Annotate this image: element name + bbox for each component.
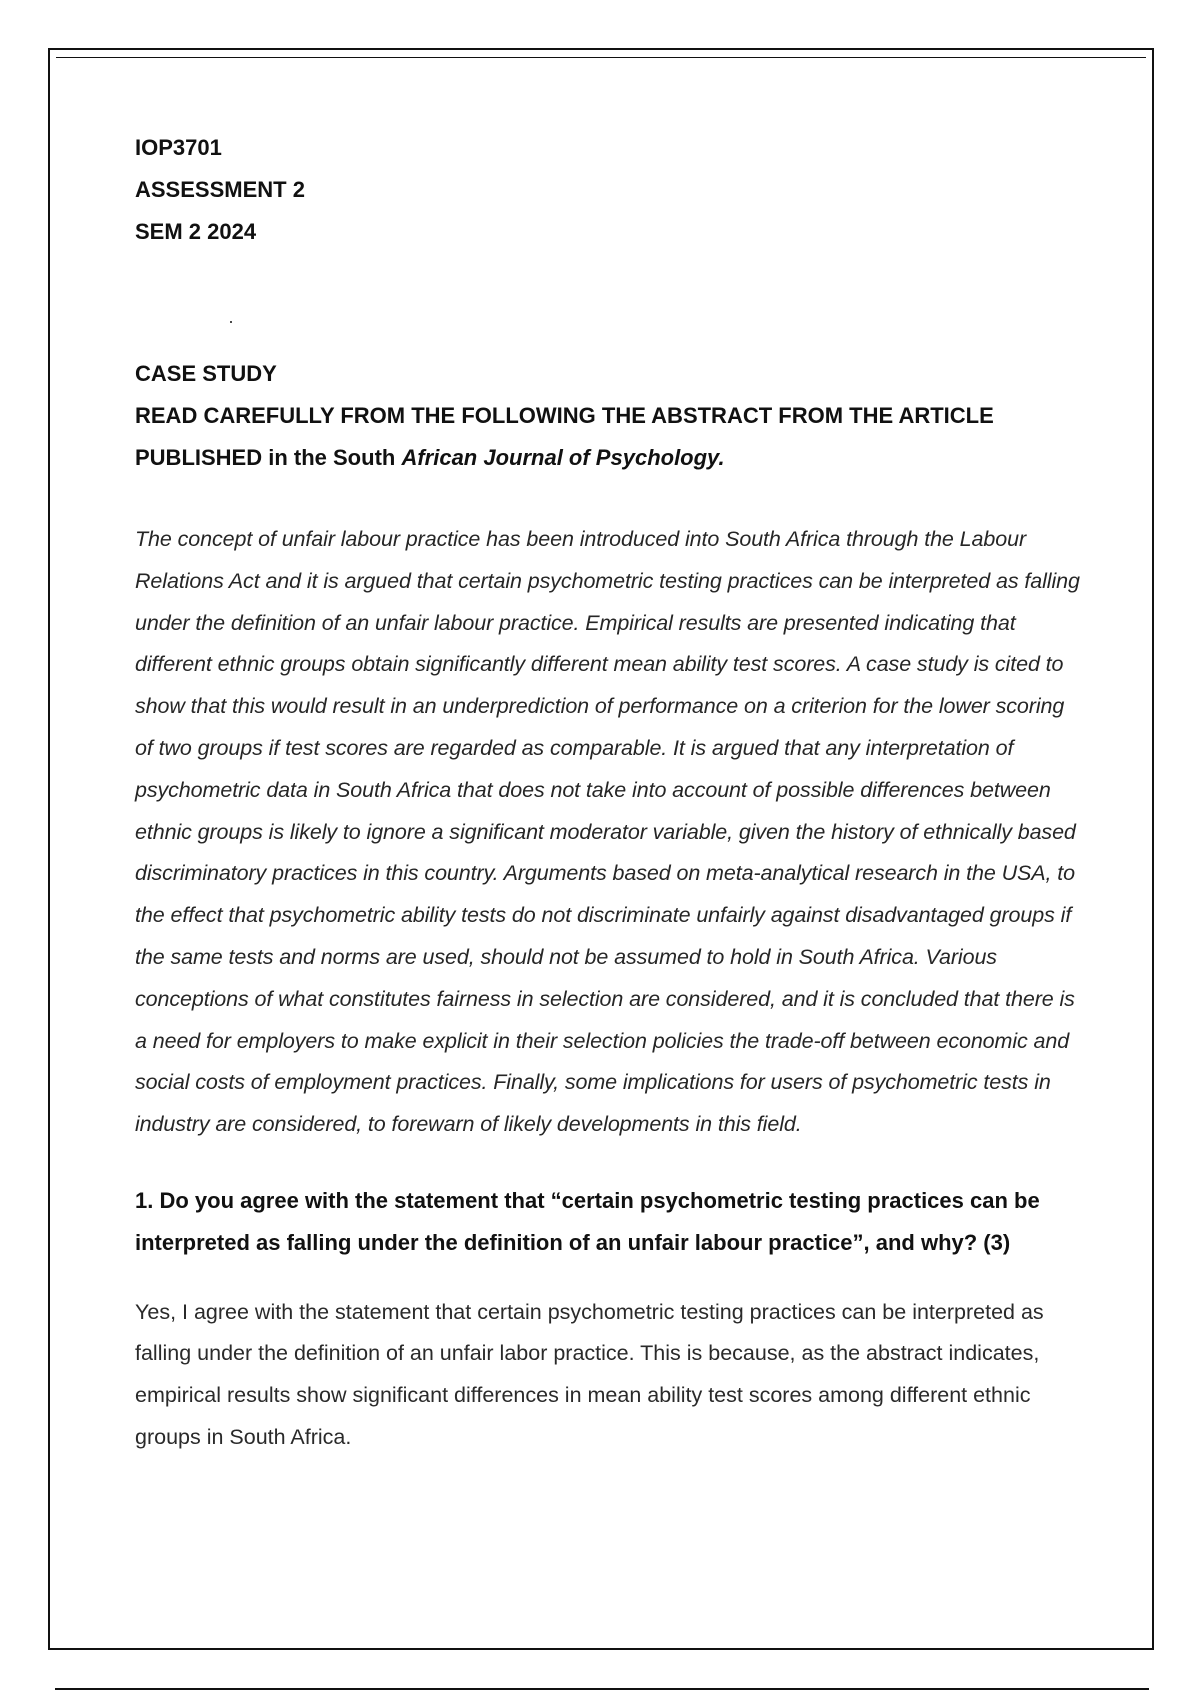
question-1: 1. Do you agree with the statement that “certain psychometric testing practices can be interpreted as falling under the definition of an unfair labour practice”, and why? (3) (135, 1187, 1040, 1255)
course-code: IOP3701 (135, 135, 222, 160)
page-bottom-rule (55, 1688, 1149, 1690)
semester-label: SEM 2 2024 (135, 219, 257, 244)
assessment-title: ASSESSMENT 2 (135, 177, 305, 202)
instruction-mid: in the South (262, 445, 402, 470)
document-body (135, 127, 1085, 1459)
abstract-text: The concept of unfair labour practice has been introduced into South Africa through the Labour Relations Act and it is argued that certain psychometric testing practices can be interpreted as falling under the definition of an unfair labour practice. Empirical results are presented indicating that different ethnic groups obtain significantly different mean ability test scores. A case study is cited to show that this would result in an underprediction of performance on a criterion for the lower scoring of two groups if test scores are regarded as comparable. It is argued that any interpretation of psychometric data in South Africa that does not take into account of possible differences between ethnic groups is likely to ignore a significant moderator variable, given the history of ethnically based discriminatory practices in this country. Arguments based on meta-analytical research in the USA, to the effect that psychometric ability tests do not discriminate unfairly against disadvantaged groups if the same tests and norms are used, should not be assumed to hold in South Africa. Various conceptions of what constitutes fairness in selection are considered, and it is concluded that there is a need for employers to make explicit in their selection policies the trade-off between economic and social costs of employment practices. Finally, some implications for users of psychometric tests in industry are considered, to forewarn of likely developments in this field. (135, 527, 1080, 1137)
journal-name: African Journal of Psychology. (401, 445, 725, 470)
instruction-prefix: READ CAREFULLY FROM THE FOLLOWING THE ABSTRACT FROM THE ARTICLE PUBLISHED (135, 403, 994, 470)
answer-1: Yes, I agree with the statement that certain psychometric testing practices can be interpreted as falling under the definition of an unfair labor practice. This is because, as the abstract indicates, empirical results show significant differences in mean ability test scores among different ethnic groups in South Africa. (135, 1299, 1044, 1449)
case-study-heading: CASE STUDY (135, 361, 277, 386)
frame-top-rule (56, 57, 1146, 58)
stray-dot-mark (135, 253, 1085, 353)
case-study-instruction (135, 395, 1085, 479)
